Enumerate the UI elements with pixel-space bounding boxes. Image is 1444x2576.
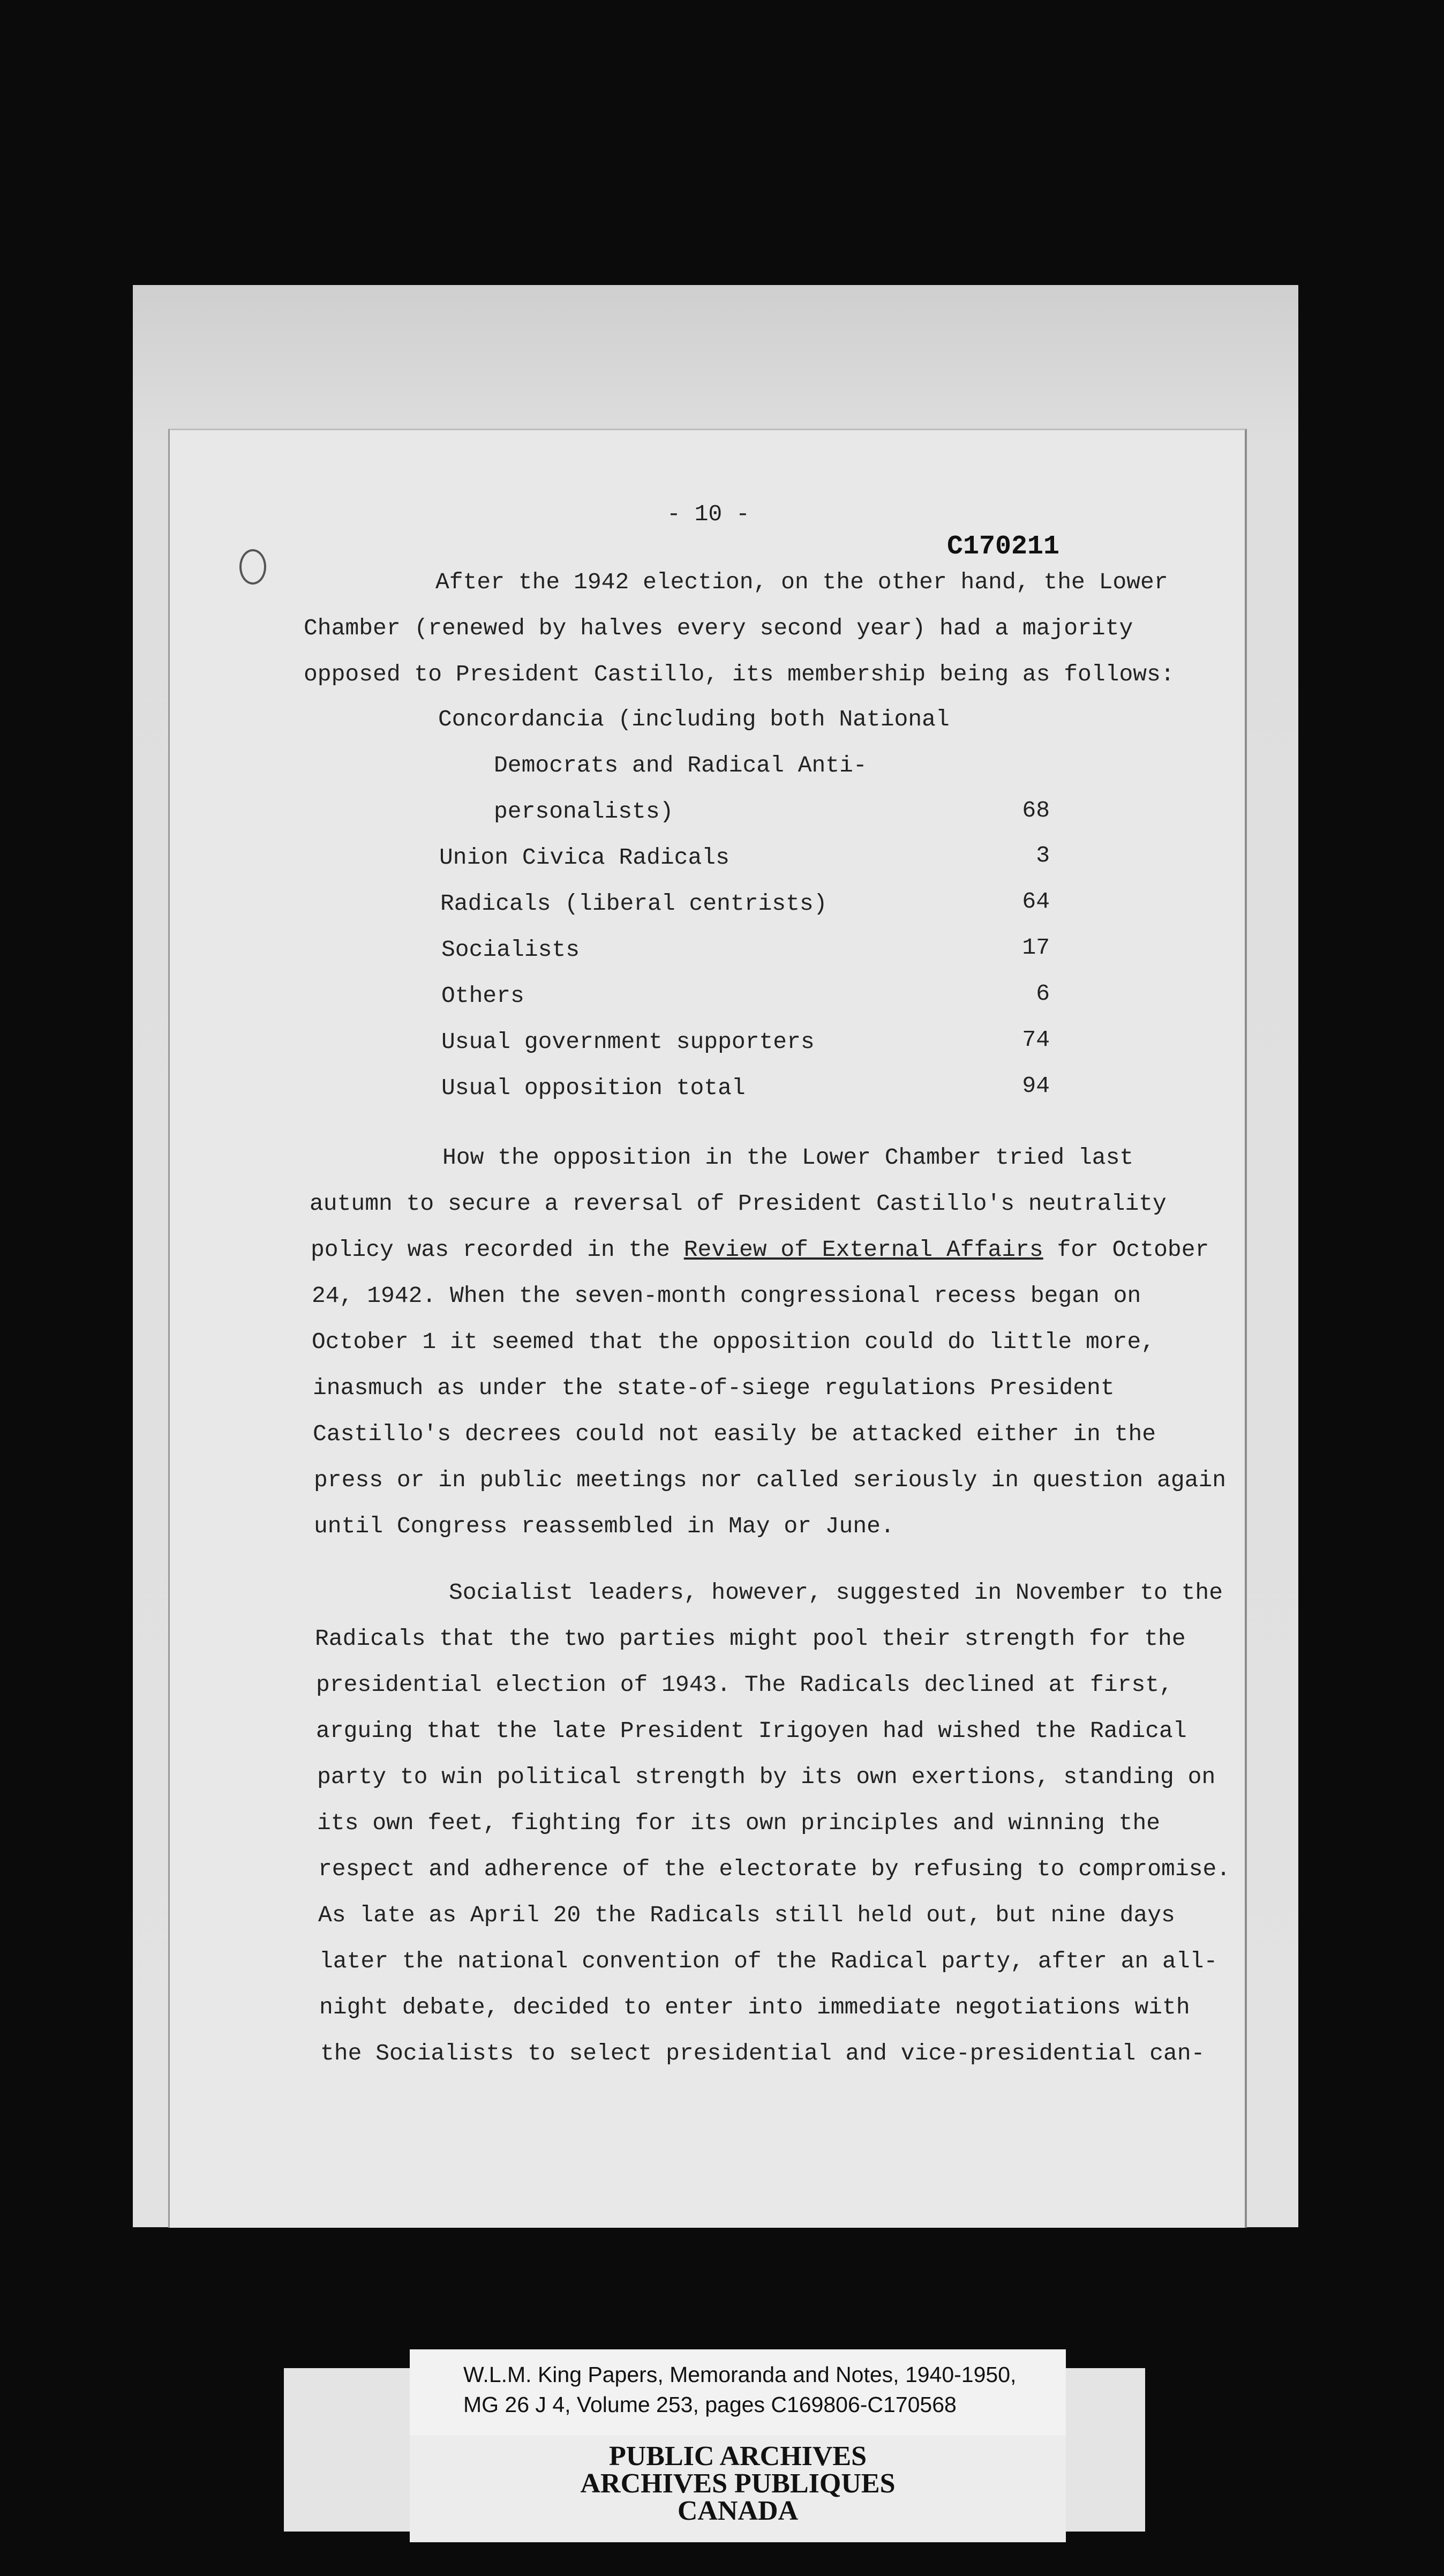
membership-label: Concordancia (including both National	[438, 706, 950, 732]
membership-label: personalists)	[494, 798, 674, 825]
membership-value: 6	[1036, 980, 1050, 1007]
membership-label: Union Civica Radicals	[439, 844, 729, 871]
paragraph-line: party to win political strength by its own exertions, standing on	[317, 1764, 1216, 1790]
membership-label: Democrats and Radical Anti-	[494, 752, 867, 778]
membership-label: Radicals (liberal centrists)	[440, 890, 828, 917]
paragraph-line: presidential election of 1943. The Radicals declined at first,	[316, 1672, 1173, 1698]
paragraph-text: for October	[1057, 1237, 1209, 1263]
paragraph-line: autumn to secure a reversal of President Castillo's neutrality	[310, 1190, 1167, 1217]
archive-reference-line: W.L.M. King Papers, Memoranda and Notes, 1940-1950,	[463, 2362, 1017, 2387]
paragraph-line: Socialist leaders, however, suggested in November to the	[449, 1579, 1223, 1606]
paragraph-line: night debate, decided to enter into immediate negotiations with	[319, 1994, 1190, 2020]
paragraph-line: its own feet, fighting for its own principles and winning the	[317, 1810, 1161, 1836]
membership-value: 94	[1022, 1073, 1050, 1099]
intro-line: After the 1942 election, on the other hand, the Lower	[435, 569, 1168, 595]
paragraph-line: 24, 1942. When the seven-month congressional recess began on	[312, 1283, 1141, 1309]
membership-label: Others	[441, 983, 524, 1009]
paragraph-line: respect and adherence of the electorate by refusing to compromise.	[318, 1856, 1231, 1882]
paragraph-line: inasmuch as under the state-of-siege regulations President	[313, 1375, 1115, 1401]
paragraph-line: later the national convention of the Radical party, after an all-	[319, 1948, 1218, 1974]
membership-value: 17	[1022, 934, 1050, 961]
archive-reference-line: MG 26 J 4, Volume 253, pages C169806-C170568	[463, 2392, 957, 2417]
paragraph-line	[311, 1237, 1209, 1263]
paragraph-line: press or in public meetings nor called seriously in question again	[314, 1467, 1227, 1493]
document-number: C170211	[947, 531, 1060, 562]
membership-value: 64	[1022, 888, 1050, 915]
paragraph-line: until Congress reassembled in May or June.	[314, 1513, 894, 1539]
paragraph-line: the Socialists to select presidential and vice-presidential can-	[320, 2040, 1205, 2066]
membership-label: Usual government supporters	[441, 1029, 815, 1055]
paragraph-line: As late as April 20 the Radicals still held out, but nine days	[318, 1902, 1175, 1928]
publication-title: Review of External Affairs	[683, 1237, 1043, 1263]
archive-stamp-line: PUBLIC ARCHIVES	[608, 2441, 867, 2472]
membership-value: 3	[1036, 842, 1050, 868]
page-number: - 10 -	[667, 501, 750, 527]
paragraph-line: How the opposition in the Lower Chamber tried last	[442, 1144, 1134, 1171]
punch-hole-mark	[239, 549, 266, 585]
paragraph-line: Castillo's decrees could not easily be attacked either in the	[313, 1421, 1156, 1447]
paragraph-line: arguing that the late President Irigoyen had wished the Radical	[316, 1718, 1187, 1744]
intro-line: opposed to President Castillo, its membership being as follows:	[304, 661, 1175, 687]
paragraph-line: Radicals that the two parties might pool their strength for the	[315, 1626, 1186, 1652]
paragraph-text: policy was recorded in the	[311, 1237, 670, 1263]
membership-label: Socialists	[441, 937, 580, 963]
paragraph-line: October 1 it seemed that the opposition could do little more,	[312, 1329, 1155, 1355]
membership-value: 68	[1022, 797, 1050, 823]
membership-label: Usual opposition total	[441, 1075, 746, 1101]
intro-line: Chamber (renewed by halves every second year) had a majority	[304, 615, 1133, 641]
archive-stamp-line: CANADA	[677, 2496, 799, 2526]
archive-reference-label	[410, 2349, 1066, 2435]
membership-value: 74	[1022, 1027, 1050, 1053]
archive-stamp-line: ARCHIVES PUBLIQUES	[580, 2468, 896, 2499]
